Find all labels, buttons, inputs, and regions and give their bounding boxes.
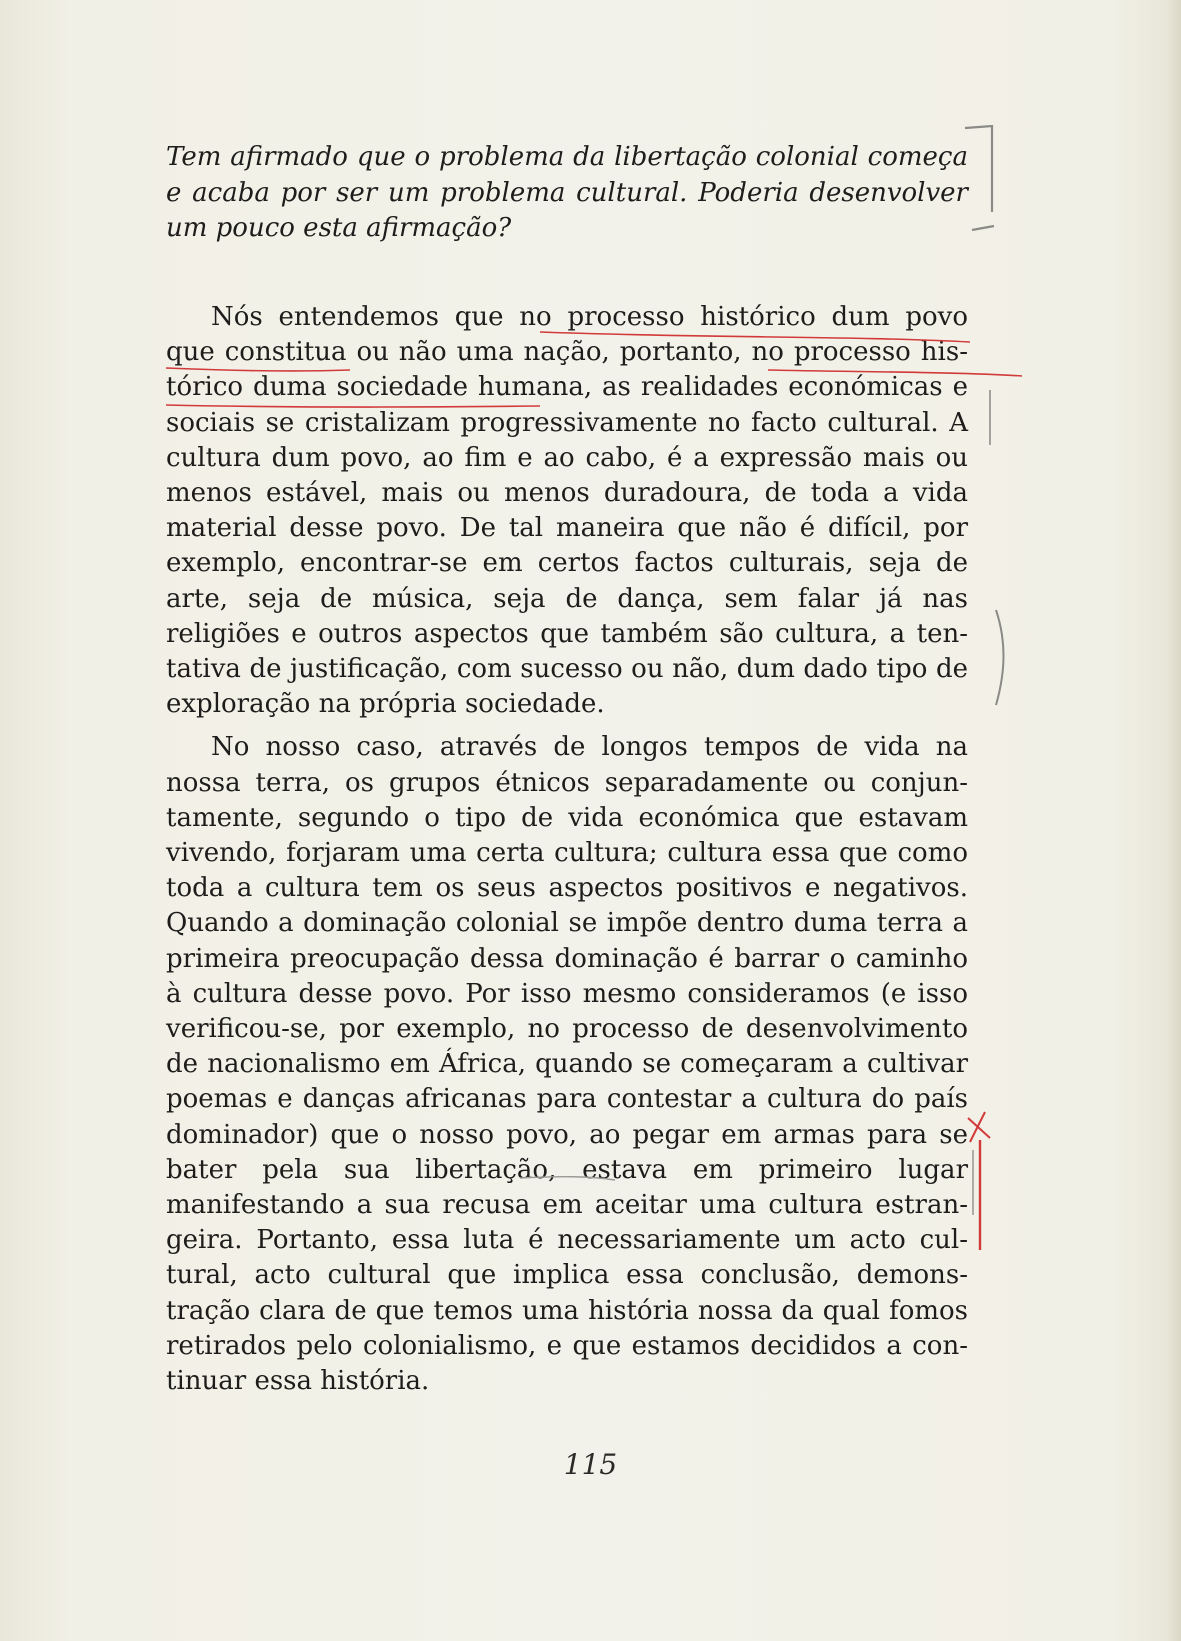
margin-cross-mark [968,1112,990,1142]
interview-answer [166,300,968,1407]
margin-bracket-religioes [996,610,1004,705]
page-number: 115 [563,1448,618,1481]
interview-question: Tem afirmado que o problema da libertação colonial começa e acaba por ser um problema cultural. Poderia desenvolver um pouco esta afirmação? [166,142,968,243]
answer-paragraph-2: No nosso caso, através de longos tempos de vida na nossa terra, os grupos étnicos separadamente ou conjuntamente, segundo o tipo de vida económica que estavam vivendo, forjaram uma certa cultura; cultura essa que como toda a cultura tem os seus aspectos positivos e negativos. Quando a dominação colonial se impõe dentro duma terra a primeira preocupação dessa dominação é barrar o caminho à cultura desse povo. Por isso mesmo consideramos (e isso verificou-se, por exemplo, no processo de desenvolvimento de nacionalismo em África, quando se começaram a cultivar poemas e danças africanas para contestar a cultura do país dominador) que o nosso povo, ao pegar em armas para se bater pela sua libertação, estava em primeiro lugar manifestando a sua recusa em aceitar uma cultura estrangeira. Portanto, essa luta é necessariamente um acto cultural, acto cultural que implica essa conclusão, demonstração clara de que temos uma história nossa da qual fomos retirados pelo colonialismo, e que estamos decididos a continuar essa história. [166,732,968,1397]
answer-paragraph-1: Nós entendemos que no processo histórico dum povo que constitua ou não uma nação, portanto, no processo histórico duma sociedade humana, as realidades económicas e sociais se cristalizam progressivamente no facto cultural. A cultura dum povo, ao fim e ao cabo, é a expressão mais ou menos estável, mais ou menos duradoura, de toda a vida material desse povo. De tal maneira que não é difícil, por exemplo, encontrar-se em certos factos culturais, seja de arte, seja de música, seja de dança, sem falar já nas religiões e outros aspectos que também são cultura, a tentativa de justificação, com sucesso ou não, dum dado tipo de exploração na própria sociedade. [166,302,968,720]
question-bracket-mark [965,126,992,212]
question-dash-mark [972,226,994,230]
page-edge-shadow [1167,0,1181,1641]
